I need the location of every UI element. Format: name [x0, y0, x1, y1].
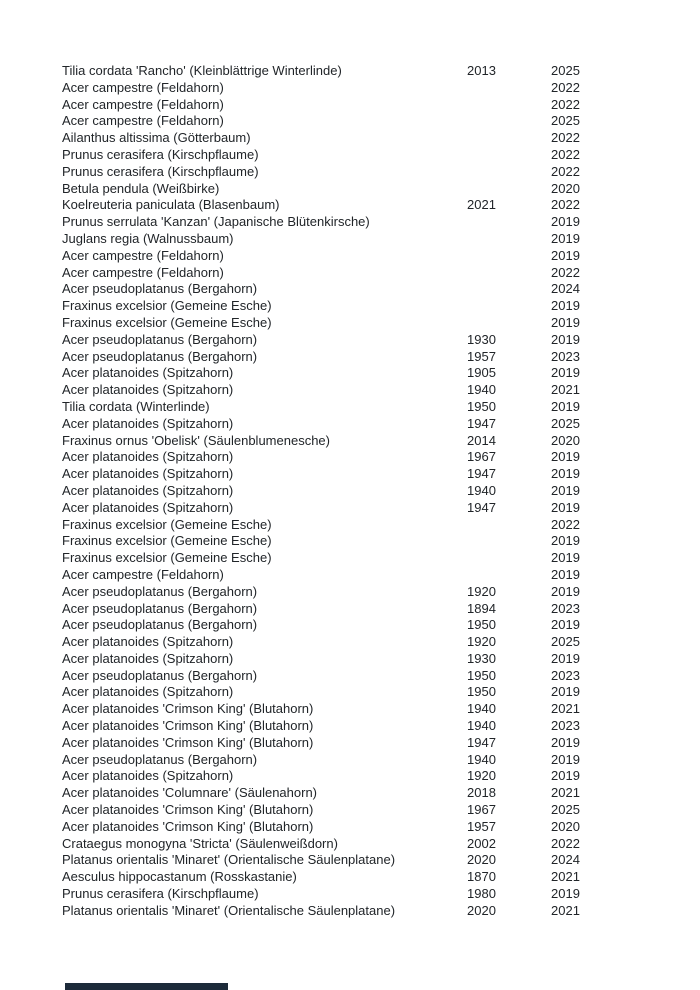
species-name: Prunus cerasifera (Kirschpflaume)	[62, 146, 259, 162]
table-row	[0, 80, 700, 97]
year-column-2: 2019	[551, 214, 580, 230]
table-row	[0, 113, 700, 130]
year-column-2: 2021	[551, 869, 580, 885]
table-row	[0, 500, 700, 517]
year-column-2: 2019	[551, 533, 580, 549]
year-column-2: 2025	[551, 634, 580, 650]
year-column-2: 2022	[551, 516, 580, 532]
table-row	[0, 466, 700, 483]
year-column-2: 2023	[551, 600, 580, 616]
table-row	[0, 248, 700, 265]
table-row	[0, 382, 700, 399]
year-column-1: 1980	[467, 886, 496, 902]
year-column-2: 2019	[551, 398, 580, 414]
year-column-1: 1920	[467, 583, 496, 599]
year-column-2: 2024	[551, 281, 580, 297]
table-row	[0, 433, 700, 450]
year-column-2: 2021	[551, 785, 580, 801]
partial-bottom-bar[interactable]	[65, 983, 228, 990]
table-row	[0, 584, 700, 601]
species-name: Acer platanoides (Spitzahorn)	[62, 449, 234, 465]
species-name: Acer platanoides 'Crimson King' (Blutahorn)	[62, 701, 314, 717]
year-column-2: 2021	[551, 382, 580, 398]
species-name: Acer campestre (Feldahorn)	[62, 96, 224, 112]
table-row	[0, 517, 700, 534]
table-row	[0, 903, 700, 920]
species-name: Aesculus hippocastanum (Rosskastanie)	[62, 869, 297, 885]
year-column-2: 2023	[551, 667, 580, 683]
species-name: Betula pendula (Weißbirke)	[62, 180, 220, 196]
table-row	[0, 332, 700, 349]
year-column-2: 2019	[551, 298, 580, 314]
species-name: Prunus serrulata 'Kanzan' (Japanische Blütenkirsche)	[62, 214, 370, 230]
table-row	[0, 869, 700, 886]
year-column-1: 2021	[467, 197, 496, 213]
species-name: Platanus orientalis 'Minaret' (Orientalische Säulenplatane)	[62, 852, 396, 868]
year-column-2: 2025	[551, 63, 580, 78]
species-name: Acer platanoides (Spitzahorn)	[62, 466, 234, 482]
year-column-2: 2025	[551, 802, 580, 818]
table-row	[0, 533, 700, 550]
species-name: Fraxinus excelsior (Gemeine Esche)	[62, 516, 272, 532]
table-row	[0, 684, 700, 701]
year-column-1: 1947	[467, 466, 496, 482]
year-column-1: 1870	[467, 869, 496, 885]
species-name: Acer platanoides (Spitzahorn)	[62, 482, 234, 498]
year-column-2: 2019	[551, 331, 580, 347]
table-row	[0, 197, 700, 214]
year-column-2: 2020	[551, 180, 580, 196]
year-column-1: 1950	[467, 667, 496, 683]
year-column-2: 2024	[551, 852, 580, 868]
tree-list	[0, 63, 700, 920]
table-row	[0, 886, 700, 903]
year-column-1: 2020	[467, 852, 496, 868]
year-column-2: 2023	[551, 718, 580, 734]
table-row	[0, 701, 700, 718]
year-column-2: 2019	[551, 566, 580, 582]
year-column-2: 2022	[551, 79, 580, 95]
table-row	[0, 483, 700, 500]
species-name: Acer platanoides (Spitzahorn)	[62, 499, 234, 515]
table-row	[0, 617, 700, 634]
table-row	[0, 349, 700, 366]
species-name: Tilia cordata (Winterlinde)	[62, 398, 210, 414]
table-row	[0, 852, 700, 869]
year-column-2: 2019	[551, 751, 580, 767]
species-name: Platanus orientalis 'Minaret' (Orientalische Säulenplatane)	[62, 902, 396, 918]
table-row	[0, 735, 700, 752]
table-row	[0, 63, 700, 80]
table-row	[0, 601, 700, 618]
species-name: Acer pseudoplatanus (Bergahorn)	[62, 617, 258, 633]
year-column-2: 2019	[551, 886, 580, 902]
year-column-1: 1950	[467, 398, 496, 414]
species-name: Acer platanoides (Spitzahorn)	[62, 382, 234, 398]
species-name: Acer pseudoplatanus (Bergahorn)	[62, 667, 258, 683]
table-row	[0, 164, 700, 181]
year-column-1: 1967	[467, 449, 496, 465]
species-name: Acer platanoides (Spitzahorn)	[62, 684, 234, 700]
year-column-1: 1940	[467, 718, 496, 734]
year-column-1: 2018	[467, 785, 496, 801]
year-column-2: 2019	[551, 734, 580, 750]
year-column-2: 2022	[551, 264, 580, 280]
species-name: Acer platanoides (Spitzahorn)	[62, 768, 234, 784]
table-row	[0, 231, 700, 248]
species-name: Acer platanoides 'Crimson King' (Blutahorn)	[62, 718, 314, 734]
species-name: Fraxinus excelsior (Gemeine Esche)	[62, 314, 272, 330]
year-column-1: 1967	[467, 802, 496, 818]
year-column-1: 2013	[467, 63, 496, 78]
species-name: Acer platanoides 'Crimson King' (Blutahorn)	[62, 734, 314, 750]
species-name: Fraxinus excelsior (Gemeine Esche)	[62, 550, 272, 566]
year-column-1: 1947	[467, 734, 496, 750]
table-row	[0, 785, 700, 802]
species-name: Fraxinus excelsior (Gemeine Esche)	[62, 533, 272, 549]
year-column-1: 1905	[467, 365, 496, 381]
species-name: Prunus cerasifera (Kirschpflaume)	[62, 163, 259, 179]
species-name: Acer platanoides 'Crimson King' (Blutahorn)	[62, 802, 314, 818]
species-name: Acer campestre (Feldahorn)	[62, 264, 224, 280]
table-row	[0, 651, 700, 668]
year-column-1: 1920	[467, 768, 496, 784]
year-column-1: 1940	[467, 482, 496, 498]
year-column-2: 2021	[551, 701, 580, 717]
table-row	[0, 298, 700, 315]
species-name: Fraxinus ornus 'Obelisk' (Säulenblumenesche)	[62, 432, 330, 448]
species-name: Acer pseudoplatanus (Bergahorn)	[62, 600, 258, 616]
year-column-2: 2022	[551, 163, 580, 179]
table-row	[0, 836, 700, 853]
year-column-2: 2022	[551, 130, 580, 146]
species-name: Acer campestre (Feldahorn)	[62, 247, 224, 263]
year-column-1: 1940	[467, 701, 496, 717]
table-row	[0, 147, 700, 164]
year-column-2: 2019	[551, 449, 580, 465]
species-name: Acer platanoides 'Crimson King' (Blutahorn)	[62, 818, 314, 834]
year-column-2: 2021	[551, 902, 580, 918]
year-column-2: 2025	[551, 415, 580, 431]
year-column-2: 2019	[551, 482, 580, 498]
species-name: Acer platanoides (Spitzahorn)	[62, 365, 234, 381]
year-column-1: 2002	[467, 835, 496, 851]
year-column-1: 1940	[467, 382, 496, 398]
year-column-1: 1950	[467, 617, 496, 633]
table-row	[0, 130, 700, 147]
table-row	[0, 315, 700, 332]
species-name: Crataegus monogyna 'Stricta' (Säulenweißdorn)	[62, 835, 338, 851]
year-column-1: 1920	[467, 634, 496, 650]
table-row	[0, 214, 700, 231]
species-name: Acer campestre (Feldahorn)	[62, 566, 224, 582]
year-column-2: 2025	[551, 113, 580, 129]
year-column-2: 2019	[551, 768, 580, 784]
year-column-2: 2019	[551, 230, 580, 246]
year-column-2: 2019	[551, 466, 580, 482]
species-name: Ailanthus altissima (Götterbaum)	[62, 130, 251, 146]
species-name: Prunus cerasifera (Kirschpflaume)	[62, 886, 259, 902]
species-name: Acer pseudoplatanus (Bergahorn)	[62, 281, 258, 297]
year-column-1: 1930	[467, 331, 496, 347]
year-column-1: 1930	[467, 650, 496, 666]
year-column-2: 2022	[551, 197, 580, 213]
year-column-2: 2022	[551, 835, 580, 851]
species-name: Juglans regia (Walnussbaum)	[62, 230, 234, 246]
year-column-2: 2023	[551, 348, 580, 364]
year-column-2: 2019	[551, 365, 580, 381]
year-column-2: 2022	[551, 146, 580, 162]
species-name: Acer pseudoplatanus (Bergahorn)	[62, 583, 258, 599]
year-column-1: 2014	[467, 432, 496, 448]
species-name: Koelreuteria paniculata (Blasenbaum)	[62, 197, 280, 213]
table-row	[0, 265, 700, 282]
species-name: Acer platanoides (Spitzahorn)	[62, 415, 234, 431]
table-row	[0, 768, 700, 785]
table-row	[0, 819, 700, 836]
species-name: Acer platanoides 'Columnare' (Säulenahorn)	[62, 785, 317, 801]
year-column-2: 2019	[551, 684, 580, 700]
year-column-2: 2020	[551, 818, 580, 834]
species-name: Acer platanoides (Spitzahorn)	[62, 650, 234, 666]
table-row	[0, 634, 700, 651]
year-column-1: 1940	[467, 751, 496, 767]
table-row	[0, 752, 700, 769]
year-column-1: 1957	[467, 348, 496, 364]
table-row	[0, 802, 700, 819]
year-column-2: 2019	[551, 650, 580, 666]
year-column-1: 1947	[467, 415, 496, 431]
table-row	[0, 416, 700, 433]
year-column-1: 2020	[467, 902, 496, 918]
year-column-1: 1894	[467, 600, 496, 616]
table-row	[0, 668, 700, 685]
year-column-2: 2019	[551, 499, 580, 515]
table-row	[0, 365, 700, 382]
year-column-2: 2022	[551, 96, 580, 112]
species-name: Acer pseudoplatanus (Bergahorn)	[62, 331, 258, 347]
species-name: Acer campestre (Feldahorn)	[62, 113, 224, 129]
year-column-2: 2019	[551, 617, 580, 633]
species-name: Fraxinus excelsior (Gemeine Esche)	[62, 298, 272, 314]
species-name: Acer campestre (Feldahorn)	[62, 79, 224, 95]
species-name: Tilia cordata 'Rancho' (Kleinblättrige Winterlinde)	[62, 63, 342, 78]
table-row	[0, 550, 700, 567]
year-column-2: 2019	[551, 247, 580, 263]
year-column-1: 1957	[467, 818, 496, 834]
year-column-2: 2019	[551, 314, 580, 330]
species-name: Acer pseudoplatanus (Bergahorn)	[62, 751, 258, 767]
table-row	[0, 399, 700, 416]
table-row	[0, 449, 700, 466]
year-column-1: 1950	[467, 684, 496, 700]
table-row	[0, 281, 700, 298]
year-column-1: 1947	[467, 499, 496, 515]
year-column-2: 2020	[551, 432, 580, 448]
table-row	[0, 97, 700, 114]
year-column-2: 2019	[551, 583, 580, 599]
table-row	[0, 567, 700, 584]
table-row	[0, 718, 700, 735]
table-row	[0, 181, 700, 198]
species-name: Acer platanoides (Spitzahorn)	[62, 634, 234, 650]
year-column-2: 2019	[551, 550, 580, 566]
species-name: Acer pseudoplatanus (Bergahorn)	[62, 348, 258, 364]
